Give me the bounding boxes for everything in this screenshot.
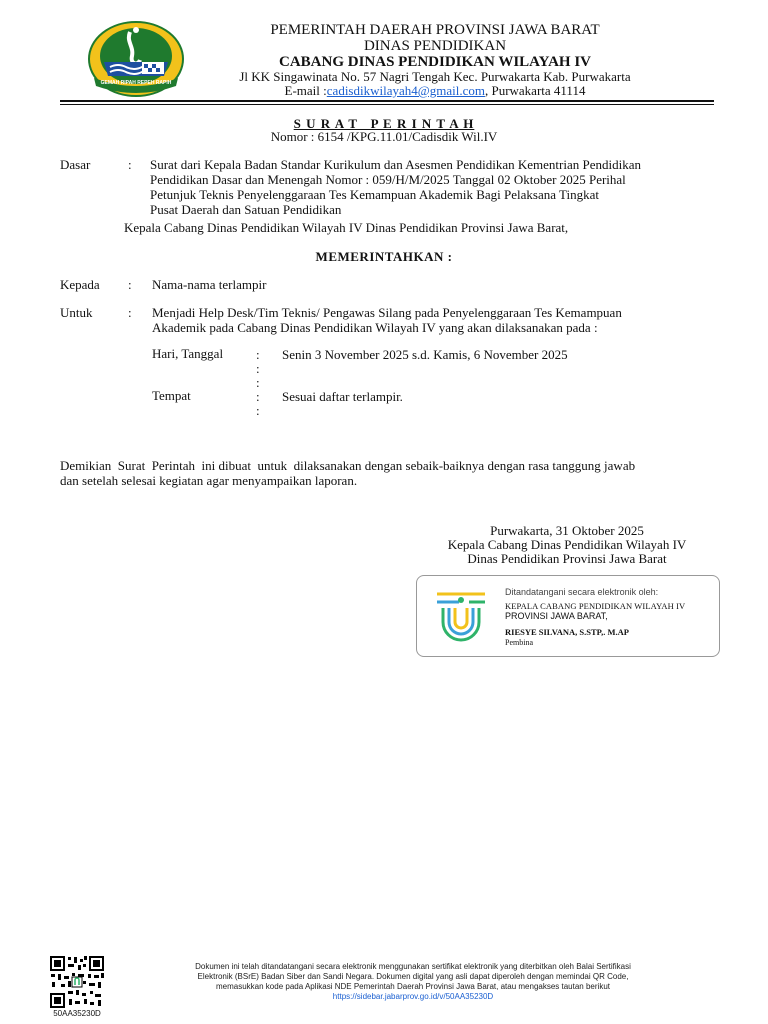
qr-code-label: 50AA35230D [53,1009,101,1018]
letter-number: Nomor : 6154 /KPG.11.01/Cadisdik Wil.IV [270,129,498,144]
dasar-line: Surat dari Kepala Badan Standar Kurikulum dan Asesmen Pendidikan Kementrian Pendidikan [150,157,641,172]
hari-label: Hari, Tanggal [152,346,224,361]
header-address: Jl KK Singawinata No. 57 Nagri Tengah Kec. Purwakarta Kab. Purwakarta [239,69,631,84]
email-link[interactable]: cadisdikwilayah4@gmail.com [326,83,485,98]
untuk-line: Menjadi Help Desk/Tim Teknis/ Pengawas Silang pada Penyelenggaraan Tes Kemampuan [152,305,622,320]
footer-line: memasukkan kode pada Aplikasi NDE Pemerintah Daerah Provinsi Jawa Barat, atau mengakses tautan berikut [216,982,610,991]
dasar-label: Dasar [60,157,91,172]
closing-line: dan setelah selesai kegiatan agar menyampaikan laporan. [60,473,358,488]
logo-motto: GEMAH RIPAH REPEH RAPIH [100,80,172,86]
hari-colon-extra: : [256,375,260,390]
dasar-colon: : [128,157,132,172]
header-line3: CABANG DINAS PENDIDIKAN WILAYAH IV [278,54,591,70]
signature-caption: Ditandatangani secara elektronik oleh: [505,587,659,597]
closing-paragraph [60,458,720,488]
tempat-label: Tempat [152,388,191,403]
signature-place-date: Purwakarta, 31 Oktober 2025 [490,523,644,538]
email-prefix: E-mail : [284,83,327,98]
signature-position1: Kepala Cabang Dinas Pendidikan Wilayah IV [447,537,687,552]
electronic-signature-box [416,575,720,657]
signature-title2: PROVINSI JAWA BARAT, [505,611,608,621]
kepada-label: Kepada [60,277,100,292]
untuk-text [152,305,712,335]
memerintahkan-heading: MEMERINTAHKAN : [315,249,453,264]
tempat-colon-extra: : [256,403,260,418]
email-suffix: , Purwakarta 41114 [484,83,586,98]
qr-code[interactable] [49,955,105,1009]
header-divider [60,100,714,105]
hari-colon-extra: : [256,361,260,376]
dasar-line: Petunjuk Teknis Penyelenggaraan Tes Kemampuan Akademik Bagi Pelaksana Tingkat [150,187,600,202]
closing-line: Demikian Surat Perintah ini dibuat untuk dilaksanakan dengan sebaik-baiknya dengan rasa tanggung jawab [60,458,636,473]
footer-note [128,962,698,1002]
footer-line: Elektronik (BSrE) Badan Siber dan Sandi Negara. Dokumen digital yang asli dapat diperoleh dengan memindai QR Code, [197,972,629,981]
kepada-colon: : [128,277,132,292]
untuk-colon: : [128,305,132,320]
jabar-logo [86,20,186,98]
untuk-line: Akademik pada Cabang Dinas Pendidikan Wilayah IV yang akan dilaksanakan pada : [152,320,598,335]
footer-link[interactable]: https://sidebar.jabarprov.go.id/v/50AA35230D [332,992,494,1001]
letter-title: S U R A T P E R I N T A H [293,116,475,131]
hari-colon: : [256,347,260,362]
dasar-line: Pusat Daerah dan Satuan Pendidikan [150,202,342,217]
signature-position2: Dinas Pendidikan Provinsi Jawa Barat [467,551,667,566]
dasar-text [150,157,712,217]
signature-name: RIESYE SILVANA, S.STP,. M.AP [505,627,629,637]
header-email-line [190,84,680,97]
header-line2: DINAS PENDIDIKAN [363,38,507,54]
kepala-line: Kepala Cabang Dinas Pendidikan Wilayah IV Dinas Pendidikan Provinsi Jawa Barat, [124,220,569,235]
bsre-logo-icon [429,586,493,648]
footer-line: Dokumen ini telah ditandatangani secara elektronik menggunakan sertifikat elektronik yang diterbitkan oleh Balai Sertifikasi [195,962,631,971]
header-line1: PEMERINTAH DAERAH PROVINSI JAWA BARAT [270,22,600,38]
signature-title1: KEPALA CABANG PENDIDIKAN WILAYAH IV [505,601,686,611]
hari-value: Senin 3 November 2025 s.d. Kamis, 6 November 2025 [282,347,568,362]
dasar-line: Pendidikan Dasar dan Menengah Nomor : 059/H/M/2025 Tanggal 02 Oktober 2025 Perihal [150,172,626,187]
kepada-value: Nama-nama terlampir [152,277,267,292]
tempat-colon: : [256,389,260,404]
signature-rank: Pembina [505,638,533,647]
untuk-label: Untuk [60,305,93,320]
tempat-value: Sesuai daftar terlampir. [282,389,403,404]
